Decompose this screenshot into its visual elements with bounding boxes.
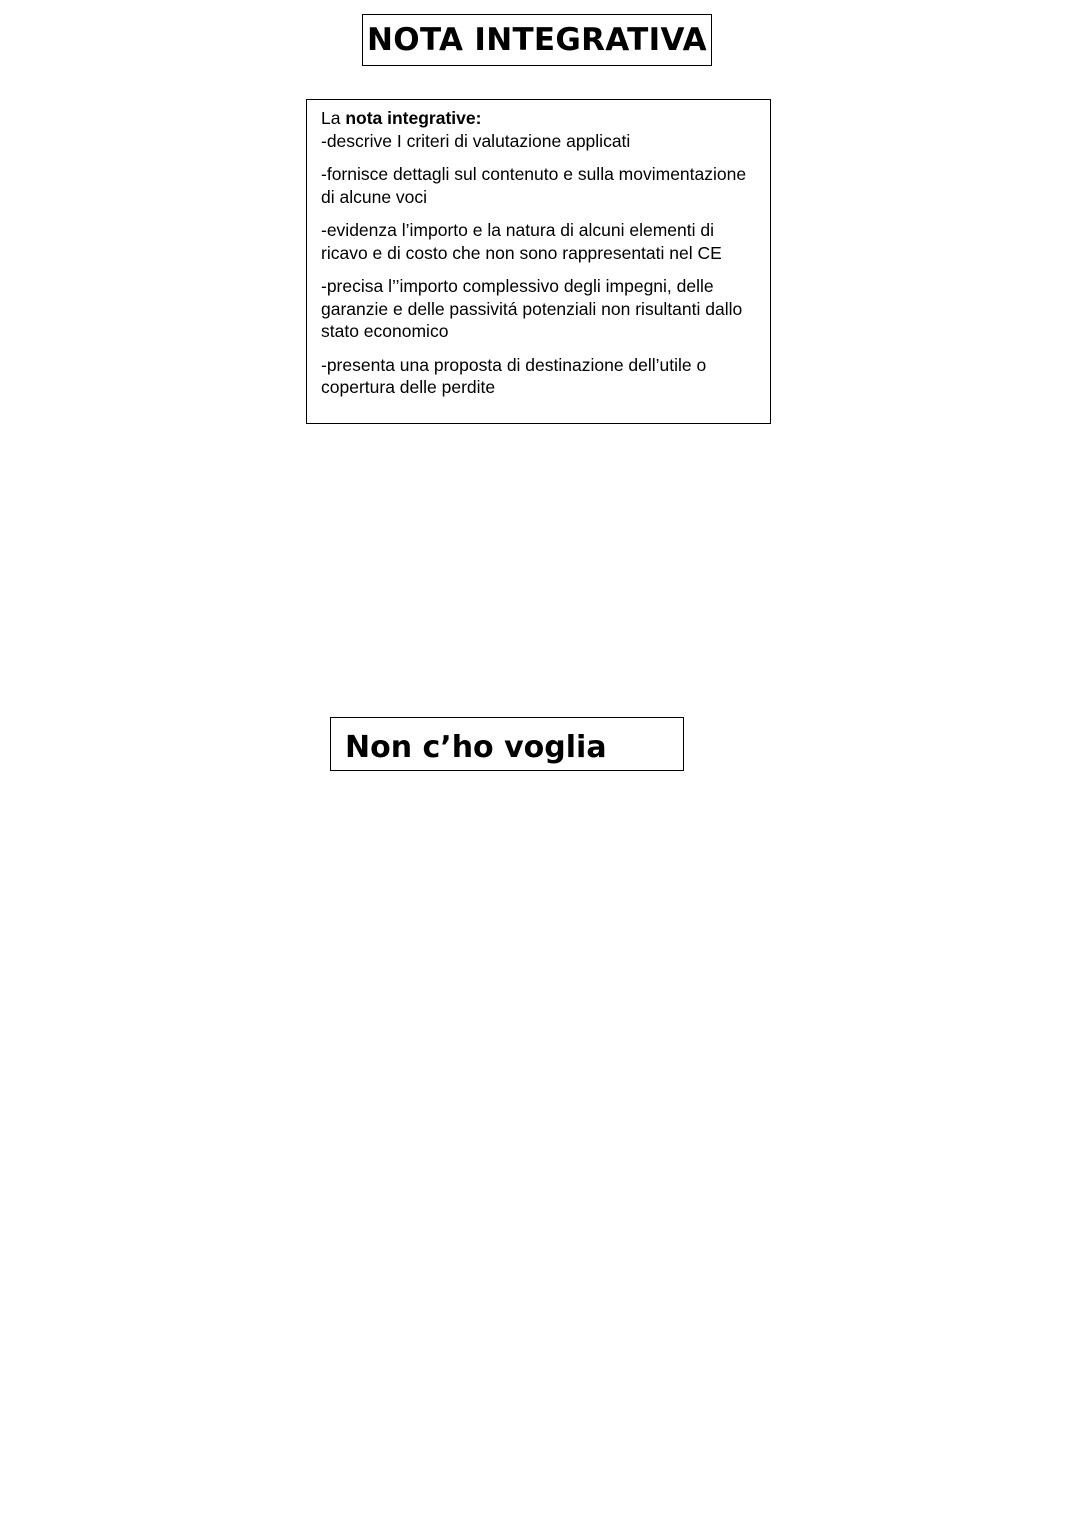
summary-item: -descrive I criteri di valutazione applicati <box>321 130 631 151</box>
summary-intro-prefix: La <box>321 108 346 128</box>
title-box <box>362 14 712 66</box>
summary-item: -fornisce dettagli sul contenuto e sulla movimentazione di alcune voci <box>321 164 747 207</box>
summary-intro <box>321 107 758 130</box>
summary-item: -precisa l’’importo complessivo degli impegni, delle garanzie e delle passivitá potenziali non risultanti dallo stato economico <box>321 276 743 341</box>
summary-intro-bold: nota integrative: <box>345 108 482 128</box>
summary-item: -presenta una proposta di destinazione dell’utile o copertura delle perdite <box>321 354 707 397</box>
note-text: Non c’ho voglia <box>345 730 607 765</box>
page-title: NOTA INTEGRATIVA <box>367 21 707 58</box>
summary-box <box>306 99 771 424</box>
note-box <box>330 717 684 771</box>
summary-item: -evidenza l’importo e la natura di alcuni elementi di ricavo e di costo che non sono rappresentati nel CE <box>321 220 722 263</box>
